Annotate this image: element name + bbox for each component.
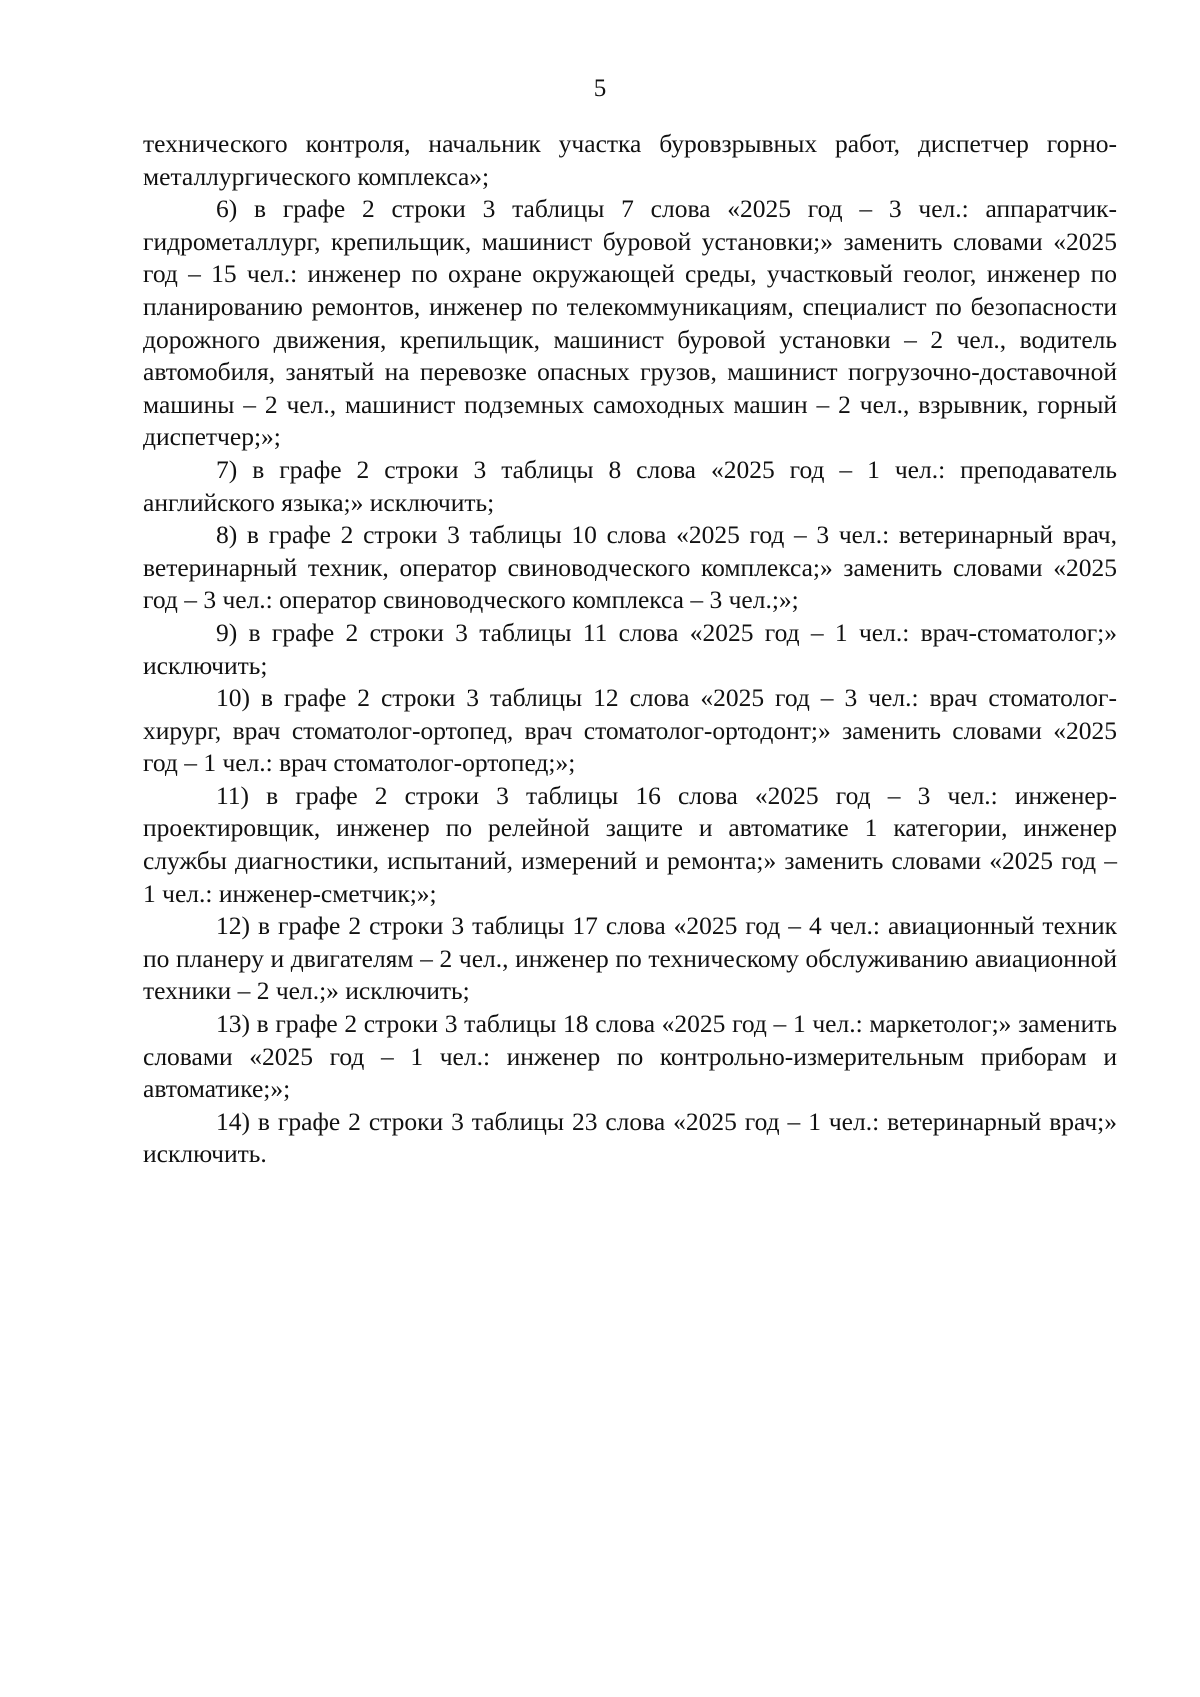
- paragraph-item-10: 10) в графе 2 строки 3 таблицы 12 слова «2025 год – 3 чел.: врач стоматолог-хирург, врач стоматолог-ортопед, врач стоматолог-ортодонт;» заменить словами «2025 год – 1 чел.: врач стоматолог-ортопед;»;: [143, 683, 1117, 778]
- paragraph-item-14: 14) в графе 2 строки 3 таблицы 23 слова «2025 год – 1 чел.: ветеринарный врач;» исключить.: [143, 1106, 1117, 1169]
- paragraph-item-12: 12) в графе 2 строки 3 таблицы 17 слова «2025 год – 4 чел.: авиационный техник по планеру и двигателям – 2 чел., инженер по техническому обслуживанию авиационной техники – 2 чел.;» исключить;: [143, 911, 1117, 1006]
- paragraph-item-11: 11) в графе 2 строки 3 таблицы 16 слова «2025 год – 3 чел.: инженер-проектировщик, инженер по релейной защите и автоматике 1 категории, инженер службы диагностики, испытаний, измерений и ремонта;» заменить словами «2025 год – 1 чел.: инженер-сметчик;»;: [143, 780, 1117, 908]
- page-number: 5: [593, 75, 607, 102]
- paragraph-continuation: технического контроля, начальник участка буровзрывных работ, диспетчер горно-металлургического комплекса»;: [143, 129, 1117, 191]
- document-body: [143, 128, 1117, 1171]
- paragraph-item-6: 6) в графе 2 строки 3 таблицы 7 слова «2025 год – 3 чел.: аппаратчик-гидрометаллург, крепильщик, машинист буровой установки;» заменить словами «2025 год – 15 чел.: инженер по охране окружающей среды, участковый геолог, инженер по планированию ремонтов, инженер по телекоммуникациям, специалист по безопасности дорожного движения, крепильщик, машинист буровой установки – 2 чел., водитель автомобиля, занятый на перевозке опасных грузов, машинист погрузочно-доставочной машины – 2 чел., машинист подземных самоходных машин – 2 чел., взрывник, горный диспетчер;»;: [143, 194, 1117, 452]
- paragraph-item-13: 13) в графе 2 строки 3 таблицы 18 слова «2025 год – 1 чел.: маркетолог;» заменить словами «2025 год – 1 чел.: инженер по контрольно-измерительным приборам и автоматике;»;: [143, 1009, 1117, 1104]
- paragraph-item-7: 7) в графе 2 строки 3 таблицы 8 слова «2025 год – 1 чел.: преподаватель английского языка;» исключить;: [143, 454, 1117, 517]
- paragraph-item-8: 8) в графе 2 строки 3 таблицы 10 слова «2025 год – 3 чел.: ветеринарный врач, ветеринарный техник, оператор свиноводческого комплекса;» заменить словами «2025 год – 3 чел.: оператор свиноводческого комплекса – 3 чел.;»;: [143, 520, 1117, 615]
- paragraph-item-9: 9) в графе 2 строки 3 таблицы 11 слова «2025 год – 1 чел.: врач-стоматолог;» исключить;: [143, 617, 1117, 680]
